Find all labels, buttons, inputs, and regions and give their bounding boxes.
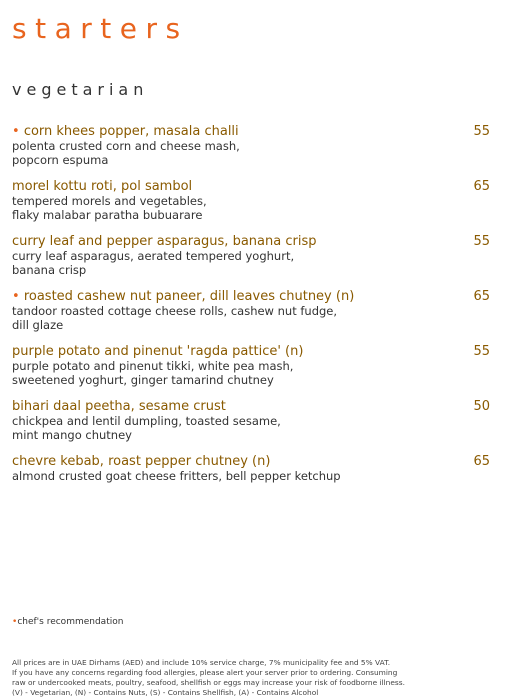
item-description-line: purple potato and pinenut tikki, white pea mash,: [12, 359, 294, 373]
item-description-line: dill glaze: [12, 318, 64, 332]
item-description-line: polenta crusted corn and cheese mash,: [12, 139, 240, 153]
item-description-line: flaky malabar paratha bubuarare: [12, 208, 203, 222]
menu-item: [12, 234, 490, 289]
footer-notes: [12, 658, 527, 698]
item-description-line: tempered morels and vegetables,: [12, 194, 207, 208]
menu-item: [12, 289, 490, 344]
legend-text: chef's recommendation: [17, 617, 124, 627]
item-name-text: corn khees popper, masala challi: [23, 124, 239, 139]
item-name-text: purple potato and pinenut 'ragda pattice' (n): [12, 344, 304, 359]
item-name-text: morel kottu roti, pol sambol: [12, 179, 193, 194]
item-description-line: mint mango chutney: [12, 428, 132, 442]
item-price: 65: [473, 289, 490, 304]
item-price: 55: [473, 234, 490, 249]
item-description-line: curry leaf asparagus, aerated tempered yoghurt,: [12, 249, 295, 263]
item-price: 55: [473, 124, 490, 139]
menu-item: [12, 344, 490, 399]
item-name: [12, 179, 490, 194]
footer-line: If you have any concerns regarding food allergies, please alert your server prior to ordering. Consuming: [12, 668, 398, 677]
item-price: 65: [473, 179, 490, 194]
menu-item: [12, 454, 490, 509]
item-name: [12, 454, 490, 469]
item-name-text: curry leaf and pepper asparagus, banana crisp: [12, 234, 317, 249]
item-name-text: chevre kebab, roast pepper chutney (n): [12, 454, 271, 469]
item-price: 50: [473, 399, 490, 414]
page-title: starters: [12, 12, 189, 45]
item-description-line: tandoor roasted cottage cheese rolls, cashew nut fudge,: [12, 304, 338, 318]
chef-recommendation-marker: •: [12, 289, 20, 304]
item-description-line: chickpea and lentil dumpling, toasted sesame,: [12, 414, 281, 428]
item-description-line: almond crusted goat cheese fritters, bell pepper ketchup: [12, 469, 341, 483]
chef-recommendation-marker: •: [12, 617, 18, 627]
item-price: 65: [473, 454, 490, 469]
item-name: [12, 234, 490, 249]
footer-line: raw or undercooked meats, poultry, seafood, shellfish or eggs may increase your risk of foodborne illness.: [12, 678, 405, 687]
item-name-text: roasted cashew nut paneer, dill leaves chutney (n): [23, 289, 355, 304]
item-name: [12, 289, 490, 304]
menu-item: [12, 124, 490, 179]
footer-line: All prices are in UAE Dirhams (AED) and include 10% service charge, 7% municipality fee and 5% VAT.: [12, 658, 391, 667]
item-name-text: bihari daal peetha, sesame crust: [12, 399, 226, 414]
menu-item: [12, 399, 490, 454]
chef-recommendation-marker: •: [12, 124, 20, 139]
footer-line: (V) - Vegetarian, (N) - Contains Nuts, (S) - Contains Shellfish, (A) - Contains Alcohol: [12, 688, 319, 697]
item-name: [12, 399, 490, 414]
menu-item: [12, 179, 490, 234]
chef-recommendation-legend: [12, 617, 123, 627]
item-description-line: popcorn espuma: [12, 153, 109, 167]
menu-item-list: [12, 124, 490, 509]
item-description-line: banana crisp: [12, 263, 87, 277]
item-name: [12, 124, 490, 139]
section-heading: vegetarian: [12, 80, 149, 99]
item-description-line: sweetened yoghurt, ginger tamarind chutney: [12, 373, 274, 387]
item-name: [12, 344, 490, 359]
item-price: 55: [473, 344, 490, 359]
